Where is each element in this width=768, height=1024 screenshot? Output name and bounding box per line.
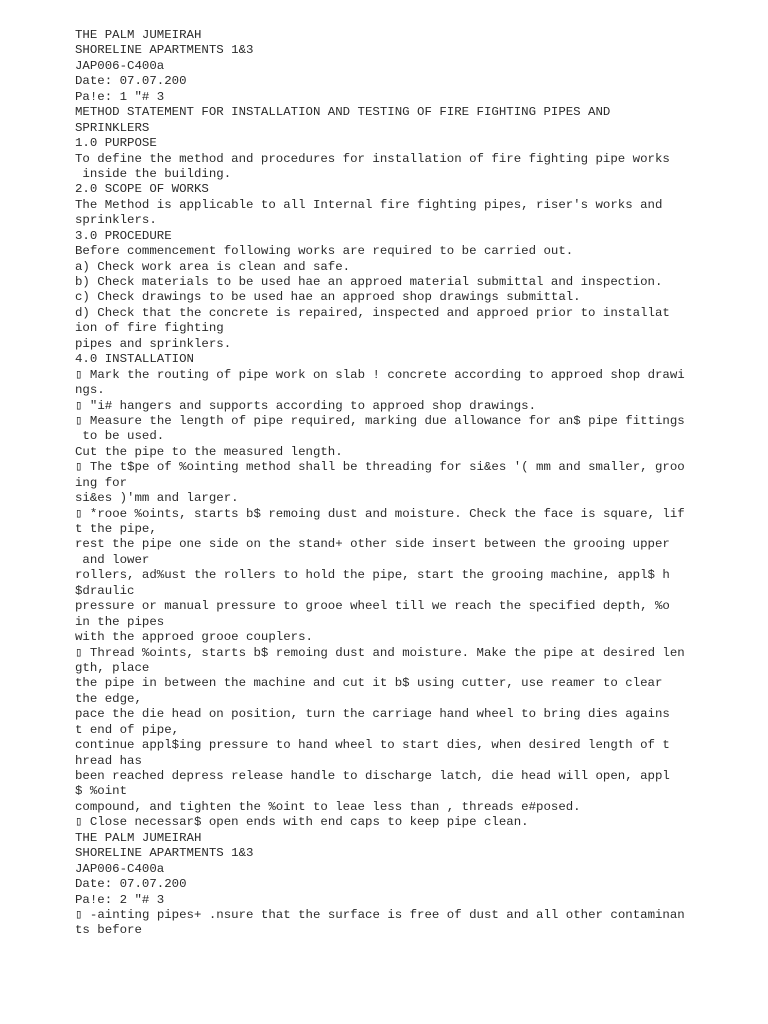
text-line: pipes and sprinklers. <box>75 336 232 351</box>
text-line: rest the pipe one side on the stand+ other side insert between the grooing upper <box>75 537 670 552</box>
text-line: ▯ "i# hangers and supports according to approed shop drawings. <box>75 398 537 413</box>
text-line: sprinklers. <box>75 213 157 228</box>
text-line: t the pipe, <box>75 522 157 536</box>
text-line: Pa!e: 2 "# 3 <box>75 892 165 907</box>
text-line: inside the building. <box>75 166 232 181</box>
text-line: the edge, <box>75 691 142 706</box>
text-line: continue appl$ing pressure to hand wheel to start dies, when desired length of t <box>75 738 670 753</box>
text-line: Cut the pipe to the measured length. <box>75 444 343 459</box>
text-line: b) Check materials to be used hae an approed material submittal and inspection. <box>75 275 663 289</box>
text-line: THE PALM JUMEIRAH <box>75 28 202 42</box>
text-line: ▯ Close necessar$ open ends with end caps to keep pipe clean. <box>75 815 529 830</box>
text-line: Date: 07.07.200 <box>75 74 187 89</box>
text-line: ngs. <box>75 383 105 398</box>
text-line: METHOD STATEMENT FOR INSTALLATION AND TESTING OF FIRE FIGHTING PIPES AND <box>75 105 611 120</box>
text-line: ▯ -ainting pipes+ .nsure that the surface is free of dust and all other contaminan <box>75 907 685 922</box>
text-line: in the pipes <box>75 614 165 629</box>
text-line: THE PALM JUMEIRAH <box>75 830 202 845</box>
text-line: with the approed grooe couplers. <box>75 630 313 645</box>
text-line: To define the method and procedures for installation of fire fighting pipe works <box>75 151 670 166</box>
text-line: ▯ The t$pe of %ointing method shall be threading for si&es '( mm and smaller, groo <box>75 460 685 475</box>
text-line: 3.0 PROCEDURE <box>75 228 172 243</box>
text-line: SHORELINE APARTMENTS 1&3 <box>75 846 254 861</box>
text-line: ▯ Thread %oints, starts b$ remoing dust and moisture. Make the pipe at desired len <box>75 645 685 660</box>
text-line: compound, and tighten the %oint to leae less than , threads e#posed. <box>75 799 581 814</box>
text-line: pace the die head on position, turn the carriage hand wheel to bring dies agains <box>75 707 670 722</box>
text-line: the pipe in between the machine and cut it b$ using cutter, use reamer to clear <box>75 676 663 691</box>
text-line: Date: 07.07.200 <box>75 877 187 892</box>
text-line: ▯ Mark the routing of pipe work on slab ! concrete according to approed shop drawi <box>75 367 685 382</box>
text-line: 4.0 INSTALLATION <box>75 352 194 367</box>
text-line: and lower <box>75 552 150 567</box>
text-line: t end of pipe, <box>75 722 180 737</box>
text-line: hread has <box>75 753 142 768</box>
text-line: $draulic <box>75 583 135 598</box>
text-line: 2.0 SCOPE OF WORKS <box>75 182 209 197</box>
text-line: d) Check that the concrete is repaired, inspected and approed prior to installat <box>75 305 670 320</box>
text-line: rollers, ad%ust the rollers to hold the pipe, start the grooing machine, appl$ h <box>75 568 670 583</box>
text-line: to be used. <box>75 429 165 444</box>
text-line: JAP006-C400a <box>75 861 165 876</box>
text-line: 1.0 PURPOSE <box>75 136 157 151</box>
text-line: pressure or manual pressure to grooe wheel till we reach the specified depth, %o <box>75 599 670 614</box>
text-line: $ %oint <box>75 784 128 799</box>
text-line: Before commencement following works are required to be carried out. <box>75 244 574 259</box>
text-line: ▯ *rooe %oints, starts b$ remoing dust and moisture. Check the face is square, lif <box>75 506 685 521</box>
text-line: ▯ Measure the length of pipe required, marking due allowance for an$ pipe fittings <box>75 413 685 428</box>
text-line: ing for <box>75 475 128 490</box>
text-line: a) Check work area is clean and safe. <box>75 259 351 274</box>
text-line: SHORELINE APARTMENTS 1&3 <box>75 43 254 58</box>
text-line: c) Check drawings to be used hae an approed shop drawings submittal. <box>75 290 581 305</box>
text-line: gth, place <box>75 660 150 675</box>
text-line: si&es )'mm and larger. <box>75 491 239 506</box>
text-line: been reached depress release handle to discharge latch, die head will open, appl <box>75 769 670 783</box>
text-line: The Method is applicable to all Internal fire fighting pipes, riser's works and <box>75 197 663 212</box>
text-line: SPRINKLERS <box>75 120 150 135</box>
document-text <box>75 28 755 939</box>
text-line: JAP006-C400a <box>75 58 165 73</box>
text-line: Pa!e: 1 "# 3 <box>75 89 165 104</box>
text-line: ion of fire fighting <box>75 321 224 336</box>
text-line: ts before <box>75 923 142 938</box>
